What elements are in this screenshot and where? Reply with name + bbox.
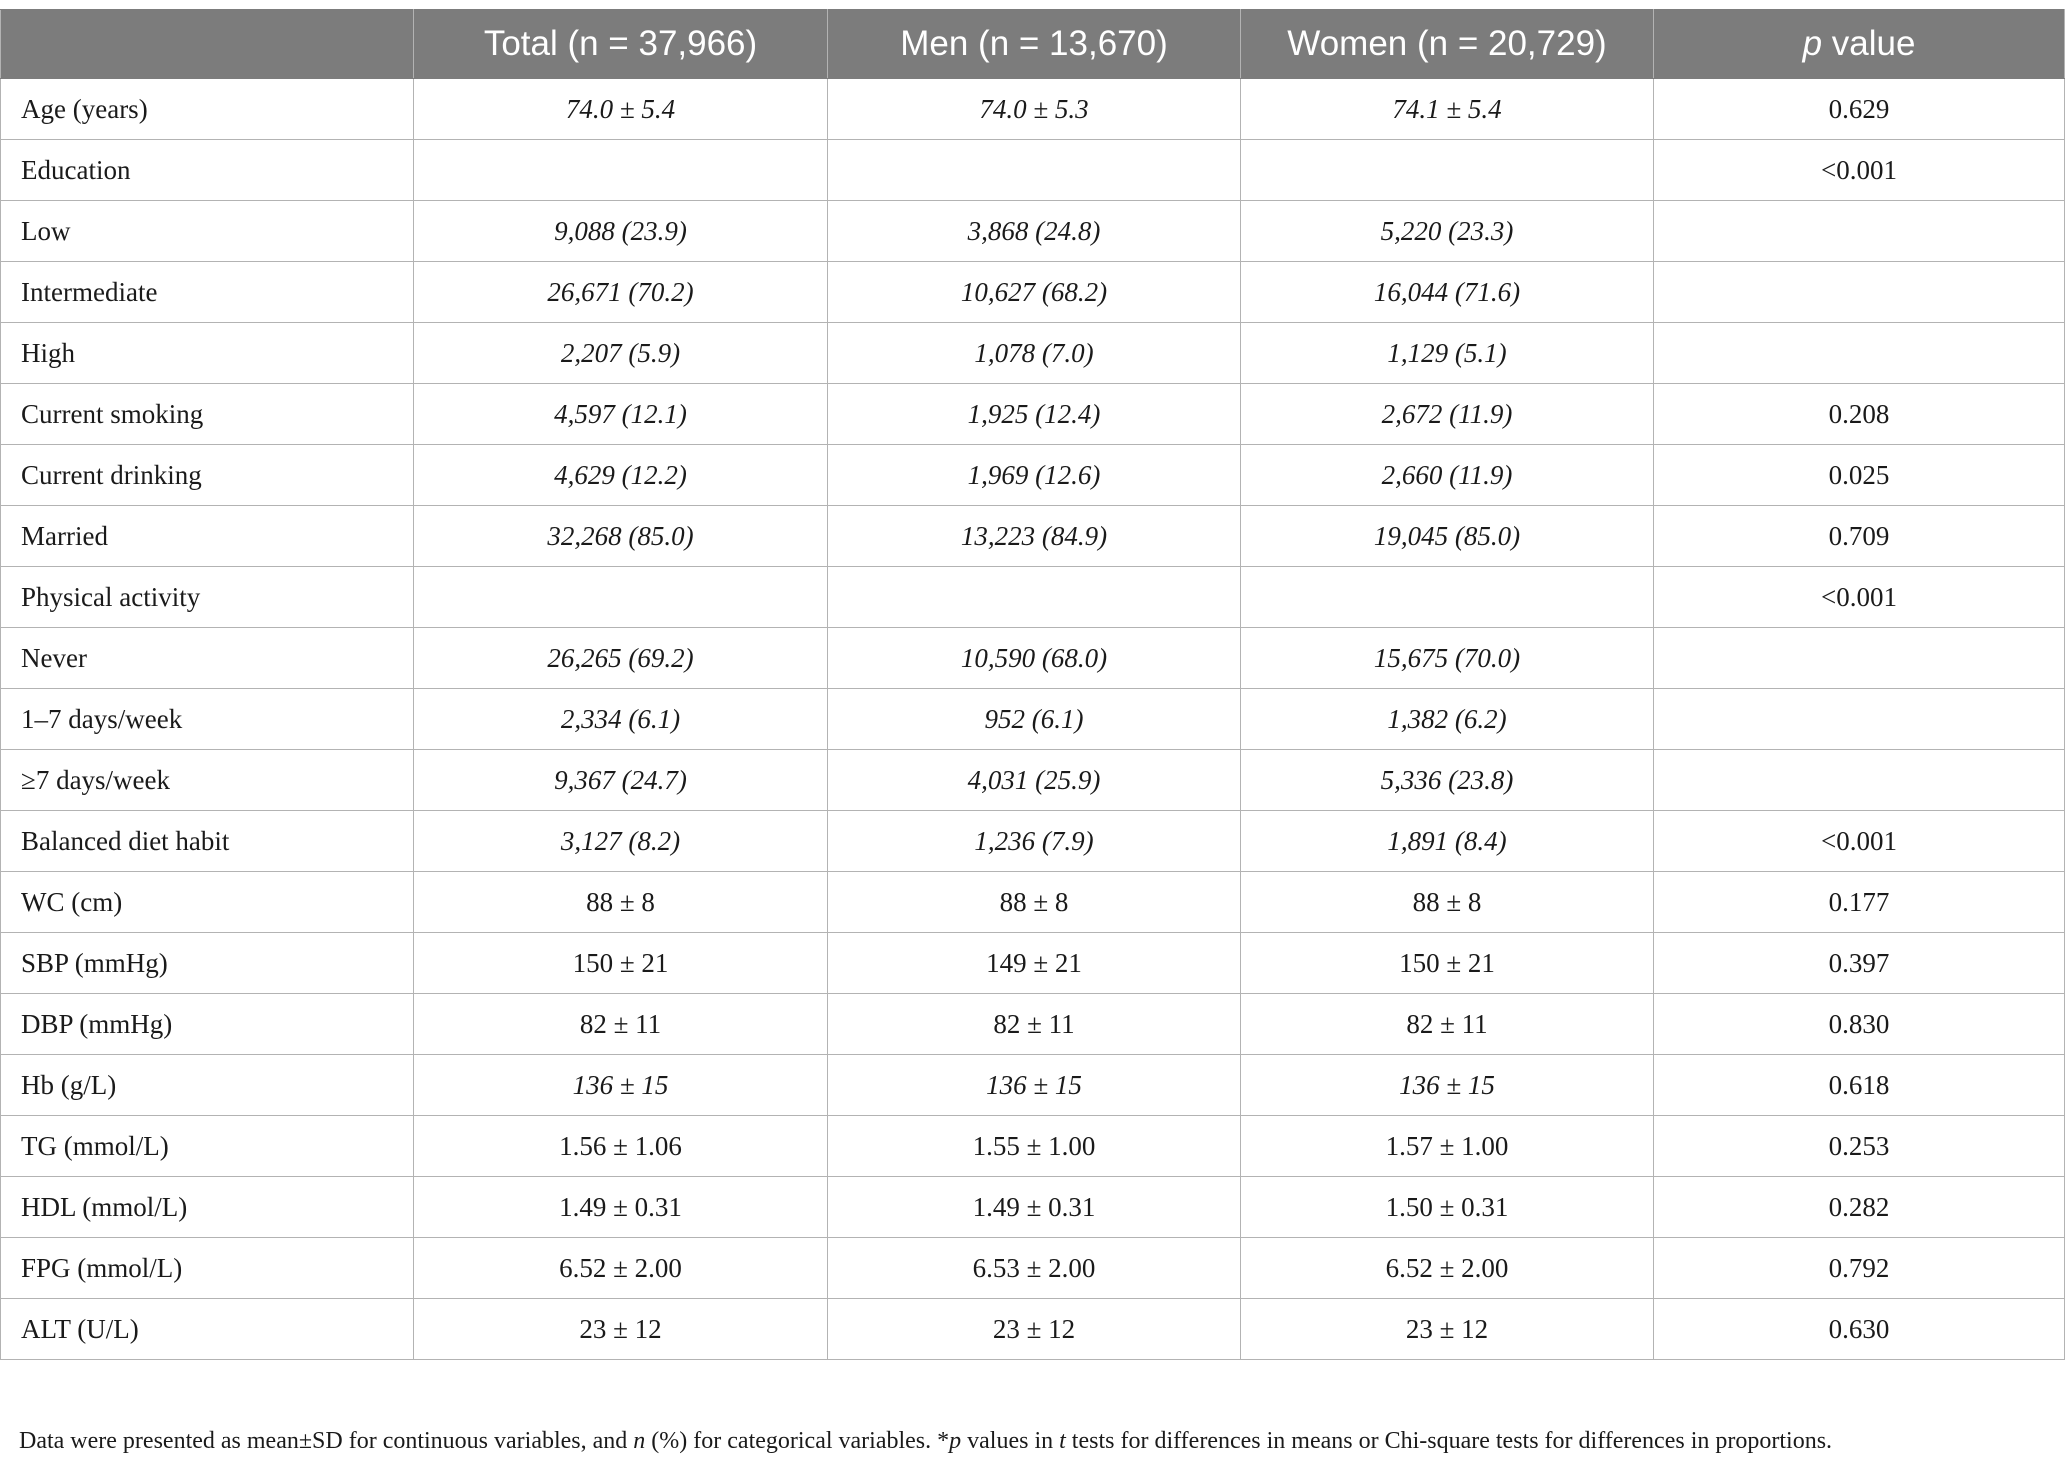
footnote-part1: Data were presented as mean±SD for continuous variables, and <box>19 1428 634 1454</box>
cell-women: 1.50 ± 0.31 <box>1241 1177 1654 1238</box>
cell-men <box>828 567 1241 628</box>
table-row <box>1 1116 2065 1177</box>
cell-total: 136 ± 15 <box>414 1055 828 1116</box>
cell-women: 74.1 ± 5.4 <box>1241 79 1654 140</box>
cell-women: 1,382 (6.2) <box>1241 689 1654 750</box>
cell-men: 1,236 (7.9) <box>828 811 1241 872</box>
cell-total: 1.49 ± 0.31 <box>414 1177 828 1238</box>
table-row <box>1 689 2065 750</box>
cell-label: Current drinking <box>1 445 414 506</box>
cell-men: 1,925 (12.4) <box>828 384 1241 445</box>
cell-label: Married <box>1 506 414 567</box>
cell-women: 1.57 ± 1.00 <box>1241 1116 1654 1177</box>
cell-total: 32,268 (85.0) <box>414 506 828 567</box>
cell-label: SBP (mmHg) <box>1 933 414 994</box>
cell-label: ALT (U/L) <box>1 1299 414 1360</box>
table-row <box>1 994 2065 1055</box>
cell-women: 150 ± 21 <box>1241 933 1654 994</box>
cell-total: 2,334 (6.1) <box>414 689 828 750</box>
cell-men: 3,868 (24.8) <box>828 201 1241 262</box>
cell-total: 150 ± 21 <box>414 933 828 994</box>
cell-label: FPG (mmol/L) <box>1 1238 414 1299</box>
cell-women: 136 ± 15 <box>1241 1055 1654 1116</box>
cell-women: 15,675 (70.0) <box>1241 628 1654 689</box>
table-row <box>1 811 2065 872</box>
cell-p <box>1654 628 2065 689</box>
cell-men: 23 ± 12 <box>828 1299 1241 1360</box>
cell-men <box>828 140 1241 201</box>
table-row <box>1 567 2065 628</box>
cell-women: 82 ± 11 <box>1241 994 1654 1055</box>
cell-p: 0.025 <box>1654 445 2065 506</box>
cell-total <box>414 567 828 628</box>
table-row <box>1 933 2065 994</box>
header-p-value <box>1654 10 2065 79</box>
cell-women: 88 ± 8 <box>1241 872 1654 933</box>
cell-p: 0.208 <box>1654 384 2065 445</box>
cell-women: 23 ± 12 <box>1241 1299 1654 1360</box>
cell-p <box>1654 750 2065 811</box>
cell-total: 9,088 (23.9) <box>414 201 828 262</box>
header-label <box>1 10 414 79</box>
cell-women: 6.52 ± 2.00 <box>1241 1238 1654 1299</box>
cell-women: 1,129 (5.1) <box>1241 323 1654 384</box>
cell-p: 0.397 <box>1654 933 2065 994</box>
table-row <box>1 1299 2065 1360</box>
cell-p <box>1654 689 2065 750</box>
cell-label: TG (mmol/L) <box>1 1116 414 1177</box>
header-men: Men (n = 13,670) <box>828 10 1241 79</box>
cell-label: ≥7 days/week <box>1 750 414 811</box>
cell-women: 19,045 (85.0) <box>1241 506 1654 567</box>
cell-total: 26,265 (69.2) <box>414 628 828 689</box>
cell-label: Intermediate <box>1 262 414 323</box>
cell-women: 2,672 (11.9) <box>1241 384 1654 445</box>
cell-men: 10,590 (68.0) <box>828 628 1241 689</box>
header-total: Total (n = 37,966) <box>414 10 828 79</box>
header-p-rest: value <box>1822 24 1916 63</box>
cell-p <box>1654 262 2065 323</box>
cell-women <box>1241 567 1654 628</box>
cell-men: 136 ± 15 <box>828 1055 1241 1116</box>
cell-p: 0.177 <box>1654 872 2065 933</box>
cell-label: 1–7 days/week <box>1 689 414 750</box>
cell-label: Physical activity <box>1 567 414 628</box>
baseline-characteristics-table <box>0 9 2065 1360</box>
cell-men: 74.0 ± 5.3 <box>828 79 1241 140</box>
cell-women: 1,891 (8.4) <box>1241 811 1654 872</box>
table-footnote <box>19 1428 2059 1455</box>
cell-men: 1,078 (7.0) <box>828 323 1241 384</box>
cell-label: Never <box>1 628 414 689</box>
cell-men: 952 (6.1) <box>828 689 1241 750</box>
cell-p: <0.001 <box>1654 567 2065 628</box>
cell-label: Age (years) <box>1 79 414 140</box>
cell-men: 149 ± 21 <box>828 933 1241 994</box>
cell-total <box>414 140 828 201</box>
cell-label: Education <box>1 140 414 201</box>
cell-total: 6.52 ± 2.00 <box>414 1238 828 1299</box>
cell-men: 1.49 ± 0.31 <box>828 1177 1241 1238</box>
table-body <box>1 79 2065 1360</box>
cell-total: 88 ± 8 <box>414 872 828 933</box>
cell-women: 5,220 (23.3) <box>1241 201 1654 262</box>
table-row <box>1 262 2065 323</box>
footnote-n-italic: n <box>633 1428 646 1454</box>
cell-men: 4,031 (25.9) <box>828 750 1241 811</box>
footnote-part2: (%) for categorical variables. * <box>645 1428 950 1454</box>
table-row <box>1 323 2065 384</box>
cell-women: 2,660 (11.9) <box>1241 445 1654 506</box>
cell-p <box>1654 323 2065 384</box>
table-row <box>1 1177 2065 1238</box>
cell-total: 4,597 (12.1) <box>414 384 828 445</box>
cell-total: 9,367 (24.7) <box>414 750 828 811</box>
cell-p: 0.253 <box>1654 1116 2065 1177</box>
cell-p: 0.630 <box>1654 1299 2065 1360</box>
cell-men: 13,223 (84.9) <box>828 506 1241 567</box>
cell-p: 0.629 <box>1654 79 2065 140</box>
table-row <box>1 140 2065 201</box>
cell-p: 0.830 <box>1654 994 2065 1055</box>
cell-total: 23 ± 12 <box>414 1299 828 1360</box>
table-row <box>1 1238 2065 1299</box>
cell-p: <0.001 <box>1654 811 2065 872</box>
table-row <box>1 872 2065 933</box>
cell-men: 10,627 (68.2) <box>828 262 1241 323</box>
cell-total: 26,671 (70.2) <box>414 262 828 323</box>
cell-label: DBP (mmHg) <box>1 994 414 1055</box>
table-row <box>1 79 2065 140</box>
cell-women <box>1241 140 1654 201</box>
cell-total: 4,629 (12.2) <box>414 445 828 506</box>
cell-p: 0.282 <box>1654 1177 2065 1238</box>
table-row <box>1 1055 2065 1116</box>
cell-label: Low <box>1 201 414 262</box>
cell-label: Hb (g/L) <box>1 1055 414 1116</box>
table-header-row <box>1 10 2065 79</box>
cell-total: 82 ± 11 <box>414 994 828 1055</box>
cell-men: 1.55 ± 1.00 <box>828 1116 1241 1177</box>
cell-label: HDL (mmol/L) <box>1 1177 414 1238</box>
cell-women: 16,044 (71.6) <box>1241 262 1654 323</box>
table-row <box>1 750 2065 811</box>
cell-total: 1.56 ± 1.06 <box>414 1116 828 1177</box>
header-women: Women (n = 20,729) <box>1241 10 1654 79</box>
table-row <box>1 384 2065 445</box>
footnote-part4: tests for differences in means or Chi-square tests for differences in proportions. <box>1065 1428 1833 1454</box>
cell-label: Balanced diet habit <box>1 811 414 872</box>
header-p-italic: p <box>1802 24 1823 63</box>
cell-label: High <box>1 323 414 384</box>
footnote-t-italic: t <box>1059 1428 1066 1454</box>
cell-total: 3,127 (8.2) <box>414 811 828 872</box>
cell-label: WC (cm) <box>1 872 414 933</box>
cell-p <box>1654 201 2065 262</box>
cell-men: 82 ± 11 <box>828 994 1241 1055</box>
cell-p: 0.709 <box>1654 506 2065 567</box>
footnote-p-italic: p <box>949 1428 962 1454</box>
footnote-part3: values in <box>961 1428 1060 1454</box>
cell-total: 74.0 ± 5.4 <box>414 79 828 140</box>
table-row <box>1 201 2065 262</box>
cell-label: Current smoking <box>1 384 414 445</box>
cell-men: 88 ± 8 <box>828 872 1241 933</box>
cell-p: 0.792 <box>1654 1238 2065 1299</box>
cell-women: 5,336 (23.8) <box>1241 750 1654 811</box>
cell-men: 6.53 ± 2.00 <box>828 1238 1241 1299</box>
cell-total: 2,207 (5.9) <box>414 323 828 384</box>
table-row <box>1 445 2065 506</box>
table-row <box>1 628 2065 689</box>
cell-p: 0.618 <box>1654 1055 2065 1116</box>
table-row <box>1 506 2065 567</box>
cell-p: <0.001 <box>1654 140 2065 201</box>
cell-men: 1,969 (12.6) <box>828 445 1241 506</box>
